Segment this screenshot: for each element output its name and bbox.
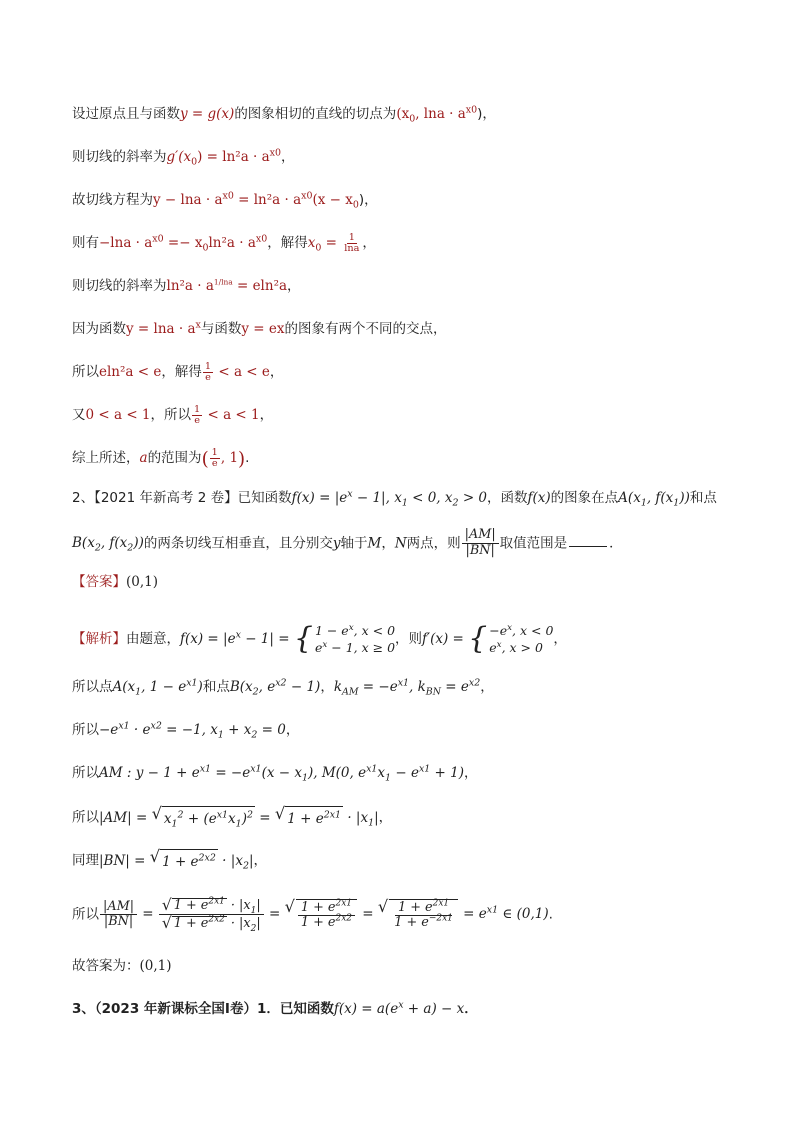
numerator: 1: [211, 447, 218, 459]
sub: 1: [135, 686, 142, 698]
text: ，: [480, 679, 494, 695]
fraction: [462, 528, 499, 559]
fraction: [210, 448, 220, 468]
math: + x: [223, 722, 252, 738]
math: ): [241, 811, 247, 827]
step-ratio: [72, 897, 553, 933]
math: ) = ln²a · a: [197, 149, 270, 165]
sub: 1: [385, 772, 392, 784]
math: = e: [458, 906, 487, 923]
line-range-a: [72, 404, 273, 426]
sup: x2: [150, 720, 162, 732]
math: 1 + e: [173, 916, 209, 932]
text: 的图象在点: [550, 490, 619, 506]
line-tangent-equation: [72, 189, 378, 211]
math: −lna · a: [99, 235, 153, 251]
math: − e: [391, 765, 419, 781]
text: 故切线方程为: [72, 192, 153, 208]
sub: 0: [352, 199, 359, 211]
math: − 1, x ≥ 0: [327, 640, 396, 655]
math: |: [374, 809, 379, 826]
sup: x1: [366, 763, 378, 775]
text: ，: [464, 765, 478, 781]
math: · |x: [217, 852, 243, 869]
sup: 2x1: [432, 898, 450, 909]
sup: x: [507, 622, 513, 633]
sub: 1: [171, 818, 178, 830]
text: )，: [358, 192, 378, 208]
sup: 2x1: [335, 898, 352, 909]
math: |: [256, 898, 261, 914]
step-am-length: [72, 806, 392, 830]
sup: x1: [486, 904, 499, 916]
sup: 2: [177, 809, 184, 821]
math: · e: [129, 722, 151, 738]
sub: 1: [235, 818, 242, 830]
sub: 2: [242, 860, 249, 872]
math: x: [228, 811, 236, 827]
sub: 0: [191, 156, 198, 168]
text: 的图象有两个不同的交点，: [284, 321, 447, 337]
sub: 1: [401, 497, 408, 509]
math: =: [358, 906, 378, 923]
sub: 1: [217, 729, 224, 741]
numerator: 1: [194, 404, 201, 416]
math: = −e: [358, 679, 398, 695]
math: · |x: [226, 898, 251, 914]
math: + (e: [183, 811, 217, 827]
text: 两点，则: [406, 535, 461, 552]
question-3-line: [72, 998, 478, 1020]
math: , f(x: [100, 535, 128, 552]
math: 1 + e: [162, 854, 199, 870]
sup: x1: [397, 677, 410, 689]
text: ．: [609, 535, 623, 552]
text: 的范围为: [147, 450, 202, 466]
text: 设过原点且与函数: [72, 106, 180, 122]
text: 综上所述，: [72, 450, 140, 466]
math: = −e: [211, 765, 251, 781]
math: e: [489, 640, 497, 655]
sup: x1: [250, 763, 262, 775]
sqrt: √ $x_1^2 + (e^{x1}x_1)^2$: [151, 804, 253, 830]
text: 因为函数: [72, 321, 126, 337]
sup: x0: [269, 147, 281, 159]
math: f(x) = |e: [180, 631, 236, 647]
numerator: |AM|: [462, 528, 499, 544]
math: (x: [396, 106, 410, 122]
math: 1 + e: [287, 811, 324, 827]
sqrt: √ $1 + e^{2x2}$: [150, 849, 218, 873]
analysis-line: [72, 622, 567, 656]
question-2-line-1: [72, 487, 717, 509]
text: ，: [259, 407, 274, 423]
final-answer-line: [72, 955, 172, 977]
math: < a < e: [214, 364, 270, 380]
text: 又: [72, 407, 86, 423]
math: g′(x: [166, 149, 192, 165]
sub: 2: [251, 729, 258, 741]
fraction: [192, 405, 202, 425]
math: · |x: [343, 809, 369, 826]
math: = −1, x: [161, 722, 218, 738]
step-line-am: [72, 762, 478, 784]
sup: x: [195, 319, 201, 331]
math: e: [314, 640, 323, 655]
sup: x1: [216, 809, 229, 821]
sup: x: [496, 639, 502, 650]
sup: x0: [152, 233, 164, 245]
math: f(x) = |e: [291, 490, 348, 506]
math: ∈ (0,1): [498, 906, 549, 923]
math: =: [138, 906, 158, 923]
sup: −2x1: [428, 914, 453, 925]
sup: x1: [118, 720, 130, 732]
math: − 1|, x: [352, 490, 402, 506]
math: < a < 1: [203, 407, 260, 423]
math: |: [248, 852, 254, 869]
math: , x > 0: [501, 640, 543, 655]
line-tangent-point: [72, 103, 496, 125]
math: f(x): [527, 490, 551, 506]
text: ，解得: [161, 364, 202, 380]
math: eln²a < e: [99, 364, 162, 380]
math: N: [394, 535, 407, 552]
sup: x: [235, 629, 241, 641]
text: ，: [269, 364, 284, 380]
text: 所以点: [72, 679, 113, 695]
math: + a) − x: [403, 1001, 465, 1017]
sup: x2: [275, 677, 287, 689]
sub: 0: [409, 113, 416, 125]
sup: 2x2: [198, 852, 216, 864]
sub: 2: [250, 924, 257, 935]
sub: AM: [342, 686, 359, 698]
text: 2、【2021 年新高考 2 卷】已知函数: [72, 490, 292, 506]
math: 1 + e: [173, 898, 209, 913]
math: ): [197, 679, 203, 695]
text: ，: [320, 679, 334, 695]
text: 同理: [72, 852, 99, 869]
math: x: [163, 811, 172, 827]
math: AM : y − 1 + e: [99, 765, 200, 781]
math: 1 + e: [300, 915, 336, 931]
denominator: e: [205, 372, 211, 383]
text: ，函数: [487, 490, 528, 506]
sup: x0: [301, 190, 313, 202]
sup: 2x1: [323, 809, 342, 821]
math: y = lna · a: [126, 321, 196, 337]
math: (x − x: [261, 765, 302, 781]
math: > 0: [458, 490, 488, 506]
sub: 1: [673, 497, 680, 509]
text: 所以: [72, 722, 99, 738]
math: M: [367, 535, 382, 552]
denominator: lna: [344, 243, 360, 254]
answer-line: [72, 571, 158, 593]
text: 与函数: [200, 321, 242, 337]
math: = ln²a · a: [233, 192, 302, 208]
sqrt: √ $1 + e^{2x1}$: [275, 806, 343, 830]
math: , k: [409, 679, 426, 695]
sup: x1: [199, 763, 212, 775]
step-bn-length: [72, 849, 267, 873]
math: k: [333, 679, 342, 695]
math: , 1: [220, 450, 239, 466]
sup: 1/lna: [213, 277, 233, 287]
math: ln²a · a: [166, 278, 214, 294]
sub: 1: [640, 497, 647, 509]
analysis-label: 【解析】: [72, 631, 126, 647]
math: x: [377, 765, 386, 781]
text: 由题意，: [126, 631, 180, 647]
sub: 1: [250, 905, 257, 916]
denominator: |BN|: [465, 542, 495, 558]
text: .: [245, 450, 250, 466]
sup: x0: [255, 233, 268, 245]
sup: x0: [465, 104, 478, 116]
sup: 2: [246, 809, 253, 821]
text: 所以: [72, 906, 99, 923]
sup: x0: [222, 190, 234, 202]
math: , f(x: [646, 490, 674, 506]
text: ，: [362, 235, 376, 251]
math: B(x: [72, 535, 95, 552]
math: , 1 − e: [141, 679, 187, 695]
text: 和点: [689, 490, 717, 506]
sub: 1: [301, 772, 308, 784]
text: 故答案为：: [72, 958, 140, 974]
fraction: [203, 362, 213, 382]
math: |: [256, 916, 261, 932]
math: = e: [440, 679, 469, 695]
math: y: [332, 535, 341, 552]
math: ln²a · a: [208, 235, 256, 251]
text: ，所以: [150, 407, 192, 423]
text: 则切线的斜率为: [72, 149, 167, 165]
math: )): [679, 490, 690, 506]
numerator: 1: [348, 232, 355, 244]
sub: 1: [368, 817, 375, 829]
math: )): [133, 535, 144, 552]
step-points: [72, 676, 494, 698]
math: y = ex: [241, 321, 285, 337]
sub: 2: [127, 543, 134, 555]
sup: x: [322, 639, 328, 650]
math: f′(x) =: [422, 631, 469, 647]
sub: 0: [202, 242, 209, 254]
sub: 0: [315, 242, 322, 254]
math: , x < 0: [353, 623, 396, 638]
math: y − lna · a: [153, 192, 223, 208]
math: · |x: [226, 916, 251, 932]
text: ，则: [395, 631, 423, 647]
sup: x: [398, 999, 404, 1011]
text: 则有: [72, 235, 99, 251]
line-inequality: [72, 361, 283, 383]
denominator: e: [194, 415, 200, 426]
text: .: [548, 906, 553, 923]
math: = eln²a: [232, 278, 288, 294]
sub: BN: [425, 686, 441, 698]
text: ，: [553, 631, 567, 647]
text: ，: [381, 535, 395, 552]
math: −e: [99, 722, 119, 738]
sub: 2: [94, 543, 101, 555]
text: 所以: [72, 364, 99, 380]
question-2-line-2: [72, 528, 623, 559]
math: , e: [258, 679, 276, 695]
text: ，: [378, 809, 393, 826]
math: ), M(0, e: [307, 765, 367, 781]
sup: x: [347, 488, 353, 500]
math: = 0: [257, 722, 286, 738]
text: ，: [287, 278, 301, 294]
text: 所以: [72, 765, 99, 781]
line-slope-value: [72, 275, 301, 297]
math: , x < 0: [512, 623, 554, 638]
text: 和点: [202, 679, 230, 695]
math: A(x: [618, 490, 641, 506]
math: 1 − e: [314, 623, 349, 638]
math: − 1): [286, 679, 321, 695]
answer-blank: [569, 546, 607, 547]
line-intersections: [72, 318, 446, 340]
sup: x1: [186, 677, 198, 689]
text: ，: [281, 149, 295, 165]
text: 的两条切线互相垂直，且分别交: [143, 535, 333, 552]
denominator: e: [211, 458, 218, 469]
math: 1 + e: [300, 899, 336, 915]
text: ，: [285, 722, 300, 738]
math: (x − x: [312, 192, 353, 208]
math: , lna · a: [415, 106, 466, 122]
fraction: √ $1 + e^{2x1}$ · $|x_1|$ √ $1 + e^{2x2}$ · $|x_2|$: [159, 897, 264, 933]
sup: x1: [418, 763, 431, 775]
math: a: [139, 450, 148, 466]
step-perpendicular: [72, 719, 299, 741]
math: =: [254, 809, 275, 826]
math: x: [307, 235, 316, 251]
math: B(x: [229, 679, 253, 695]
numerator: 1: [204, 361, 212, 373]
math: |AM| =: [99, 809, 152, 826]
piecewise-fprime: { $-e^x$, x < 0 $e^x$, x > 0: [468, 621, 554, 656]
math: |BN| =: [99, 852, 150, 869]
text: 所以: [72, 809, 99, 826]
sup: x2: [468, 677, 481, 689]
math: − 1| =: [240, 631, 294, 647]
math: −e: [489, 623, 508, 638]
math: =: [321, 235, 342, 251]
text: ，: [253, 852, 268, 869]
text: 轴于: [340, 535, 368, 552]
math: < 0, x: [407, 490, 453, 506]
fraction: [342, 233, 361, 253]
answer-value: (0,1): [126, 574, 159, 590]
sub: 2: [252, 686, 259, 698]
sqrt: √ $\frac{1 + e^{2x1}}{1 + e^{-2x1}}$: [378, 899, 459, 932]
math: y = g(x): [180, 106, 235, 122]
sup: x: [348, 622, 354, 633]
math: =− x: [163, 235, 203, 251]
sqrt: √ $\frac{1 + e^{2x1}}{1 + e^{2x2}}$: [285, 899, 358, 932]
math: =: [264, 906, 285, 923]
sup: 2x2: [335, 914, 352, 925]
text: )，: [477, 106, 496, 122]
math: 1 + e: [397, 899, 433, 915]
math: (0,1): [139, 958, 172, 974]
sup: 2x2: [208, 915, 225, 926]
text: ．: [464, 1001, 478, 1017]
text: ，解得: [267, 235, 308, 251]
math: f(x) = a(e: [333, 1001, 399, 1017]
fraction: [100, 900, 137, 931]
line-conclusion: 综上所述，a的范围为( $\frac{1}{e}$ , 1).: [72, 447, 250, 470]
line-slope: [72, 146, 295, 168]
line-solve-x0: [72, 232, 376, 254]
sup: 2x1: [208, 896, 225, 907]
piecewise-f: { $1 - e^x$, x < 0 $e^x - 1$, x ≥ 0: [293, 621, 396, 656]
math: 0 < a < 1: [85, 407, 151, 423]
numerator: |AM|: [100, 900, 137, 916]
answer-label: 【答案】: [72, 574, 126, 590]
text: 取值范围是: [499, 535, 568, 552]
math: 1 + e: [394, 915, 429, 931]
text: 的图象相切的直线的切点为: [234, 106, 397, 122]
text: 则切线的斜率为: [72, 278, 167, 294]
math: A(x: [112, 679, 136, 695]
denominator: |BN|: [103, 914, 134, 930]
text: 3、（2023 年新课标全国Ⅰ卷）1．已知函数: [72, 1001, 334, 1017]
math: + 1): [430, 765, 465, 781]
sub: 2: [452, 497, 459, 509]
